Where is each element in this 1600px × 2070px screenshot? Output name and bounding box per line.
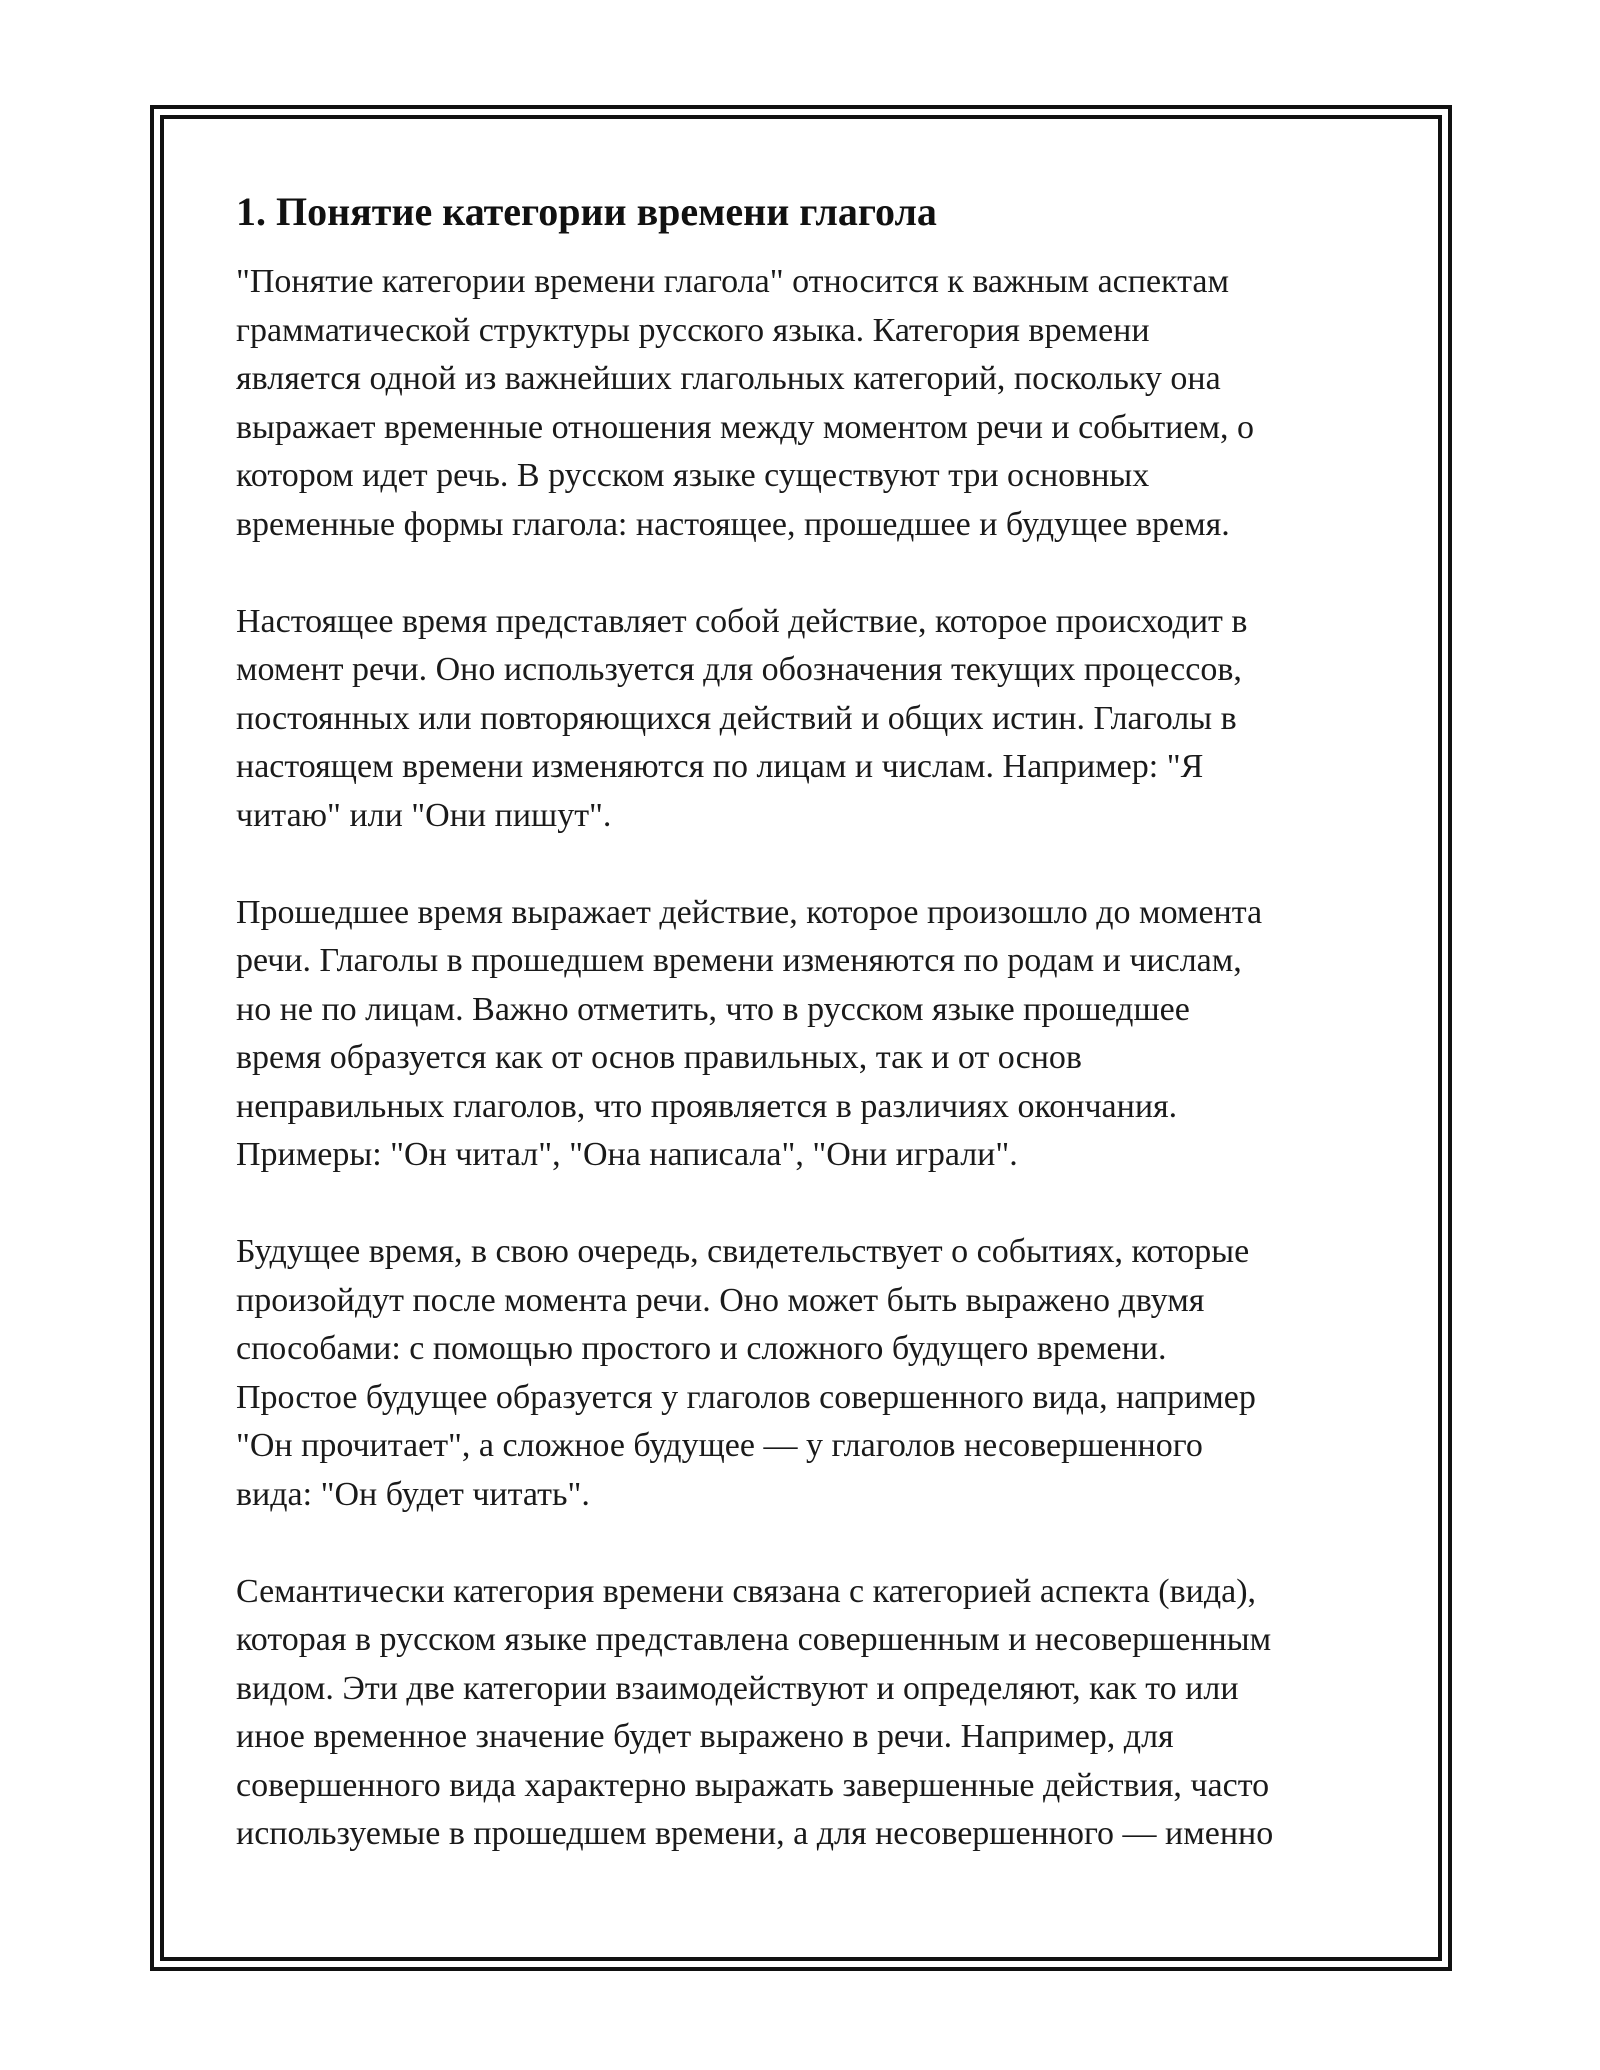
section-heading: 1. Понятие категории времени глагола (236, 189, 937, 234)
paragraph-aspect: Семантически категория времени связана с категорией аспекта (вида), которая в русском языке представлена совершенным и несовершенным видом. Эти две категории взаимодействуют и определяют, как то или иное временное значение будет выражено в речи. Например, для совершенного вида характерно выражать завершенные действия, часто используемые в прошедшем времени, а для несовершенного — именно (236, 1572, 1274, 1852)
paragraph-present-tense: Настоящее время представляет собой действие, которое происходит в момент речи. Оно используется для обозначения текущих процессов, постоянных или повторяющихся действий и общих истин. Глаголы в настоящем времени изменяются по лицам и числам. Например: "Я читаю" или "Они пишут". (236, 602, 1248, 834)
document-body (236, 184, 1376, 1859)
paragraph-past-tense: Прошедшее время выражает действие, которое произошло до момента речи. Глаголы в прошедшем времени изменяются по родам и числам, но не по лицам. Важно отметить, что в русском языке прошедшее время образуется как от основ правильных, так и от основ неправильных глаголов, что проявляется в различиях окончания. Примеры: "Он читал", "Она написала", "Они играли". (236, 893, 1263, 1173)
paragraph-intro: "Понятие категории времени глагола" относится к важным аспектам грамматической структуры русского языка. Категория времени является одной из важнейших глагольных категорий, поскольку она выражает временные отношения между моментом речи и событием, о котором идет речь. В русском языке существуют три основных временные формы глагола: настоящее, прошедшее и будущее время. (236, 263, 1254, 543)
paragraph-future-tense: Будущее время, в свою очередь, свидетельствует о событиях, которые произойдут после момента речи. Оно может быть выражено двумя способами: с помощью простого и сложного будущего времени. Простое будущее образуется у глаголов совершенного вида, например "Он прочитает", а сложное будущее — у глаголов несовершенного вида: "Он будет читать". (236, 1233, 1256, 1513)
